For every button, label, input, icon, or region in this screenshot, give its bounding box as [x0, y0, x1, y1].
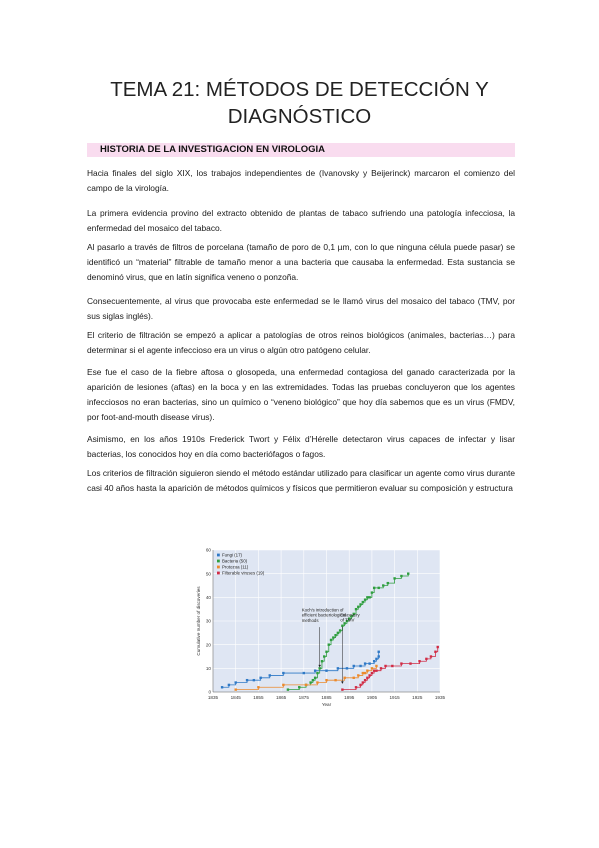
legend-swatch-protozoa	[217, 566, 220, 569]
bacteria-point	[316, 672, 318, 674]
protozoa-point	[316, 681, 318, 683]
paragraph-8: Los criterios de filtración siguieron siendo el método estándar utilizado para clasificar un agente como virus durante casi 40 años hasta la aparición de métodos químicos y físicos que permitieron evaluar su composición y estructura	[87, 468, 515, 493]
fungi-point	[337, 667, 339, 669]
fungi-point	[246, 679, 248, 681]
bacteria-point	[334, 634, 336, 636]
protozoa-point	[282, 684, 284, 686]
bacteria-point	[362, 601, 364, 603]
paragraph-1: Hacia finales del siglo XIX, los trabajos independientes de (Ivanovsky y Beijerinck) marcaron el comienzo del campo de la virología.	[87, 168, 515, 193]
bacteria-point	[387, 582, 389, 584]
x-axis-label: Year	[321, 702, 332, 707]
page-title	[40, 76, 559, 130]
bacteria-point	[309, 681, 311, 683]
y-tick-label: 50	[205, 571, 211, 577]
fungi-point	[325, 670, 327, 672]
protozoa-point	[325, 679, 327, 681]
x-tick-label: 1835	[207, 695, 219, 700]
x-tick-label: 1855	[253, 695, 264, 700]
protozoa-point	[343, 677, 345, 679]
y-axis-label: Cumulative number of discoveries	[196, 586, 201, 656]
y-tick-label: 30	[205, 618, 211, 624]
fungi-point	[259, 677, 261, 679]
viruses-point	[437, 646, 439, 648]
legend-label-protozoa: Protozoa (11)	[222, 564, 249, 570]
protozoa-point	[362, 672, 364, 674]
bacteria-point	[407, 572, 409, 574]
protozoa-point	[375, 665, 377, 667]
section-heading-bar	[87, 143, 515, 157]
viruses-point	[434, 651, 436, 653]
viruses-point	[366, 677, 368, 679]
x-tick-label: 1915	[389, 695, 400, 700]
viruses-point	[400, 662, 402, 664]
fungi-point	[359, 665, 361, 667]
bacteria-point	[318, 667, 320, 669]
legend-swatch-viruses	[217, 572, 220, 575]
y-tick-label: 10	[205, 665, 211, 671]
viruses-point	[375, 670, 377, 672]
y-tick-label: 0	[208, 689, 211, 695]
discoveries-chart	[195, 544, 455, 714]
fungi-point	[346, 667, 348, 669]
fungi-point	[375, 658, 377, 660]
bacteria-point	[364, 599, 366, 601]
paragraph-3: Al pasarlo a través de filtros de porcelana (tamaño de poro de 0,1 µm, con lo que ninguna célula puede pasar) se identificó un “material” filtrable de tamaño menor a una bacteria que causaba la enfermedad. Esta sustancia se denominó virus, que en latín significa veneno o ponzoña.	[87, 242, 515, 282]
viruses-point	[359, 684, 361, 686]
paragraph-5: El criterio de filtración se empezó a aplicar a patologías de otros reinos biológicos (animales, bacterias…) para determinar si el agente infeccioso era un virus o algún otro patógeno celular.	[87, 330, 515, 355]
discoveries-chart-svg	[195, 544, 455, 714]
fungi-point	[353, 665, 355, 667]
protozoa-point	[334, 679, 336, 681]
bacteria-point	[339, 629, 341, 631]
bacteria-point	[323, 655, 325, 657]
fungi-point	[368, 662, 370, 664]
x-tick-label: 1885	[321, 695, 332, 700]
y-tick-label: 20	[205, 642, 211, 648]
protozoa-point	[371, 667, 373, 669]
annotation-text: efficient bacteriological	[301, 612, 347, 618]
legend-swatch-fungi	[217, 554, 220, 557]
fungi-point	[282, 672, 284, 674]
bacteria-point	[382, 584, 384, 586]
viruses-point	[341, 688, 343, 690]
legend-label-bacteria: Bacteria (50)	[222, 558, 248, 564]
annotation-text: of TMV	[340, 617, 355, 623]
bacteria-point	[373, 587, 375, 589]
protozoa-point	[235, 688, 237, 690]
bacteria-point	[357, 606, 359, 608]
paragraph-4: Consecuentemente, al virus que provocaba este enfermedad se le llamó virus del mosaico del tabaco (TMV, por sus siglas inglés).	[87, 296, 515, 321]
protozoa-point	[366, 670, 368, 672]
bacteria-point	[325, 651, 327, 653]
x-tick-label: 1905	[366, 695, 378, 700]
x-tick-label: 1875	[298, 695, 309, 700]
legend-label-viruses: Filterable viruses (19)	[222, 570, 265, 576]
viruses-point	[418, 660, 420, 662]
viruses-point	[425, 658, 427, 660]
protozoa-point	[357, 674, 359, 676]
viruses-point	[380, 667, 382, 669]
viruses-point	[391, 665, 393, 667]
bacteria-point	[343, 622, 345, 624]
bacteria-point	[341, 625, 343, 627]
protozoa-point	[364, 672, 366, 674]
bacteria-point	[332, 636, 334, 638]
page-title-line-2: DIAGNÓSTICO	[227, 105, 372, 128]
viruses-point	[364, 679, 366, 681]
fungi-point	[269, 674, 271, 676]
bacteria-point	[359, 603, 361, 605]
legend-label-fungi: Fungi (17)	[222, 552, 243, 558]
paragraph-6: Ese fue el caso de la fiebre aftosa o glosopeda, una enfermedad contagiosa del ganado caracterizada por la aparición de lesiones (aftas) en la boca y en las extremidades. Todas las pruebas concluyeron que los agentes infecciosos no eran bacterias, sino un químico o “veneno biológico” que hoy día sabemos que es un virus (FMDV, por foot-and-mouth disease virus).	[87, 367, 515, 422]
viruses-point	[384, 665, 386, 667]
paragraph-2: La primera evidencia provino del extracto obtenido de plantas de tabaco sufriendo una patología infecciosa, la enfermedad del mosaico del tabaco.	[87, 208, 515, 233]
protozoa-point	[305, 684, 307, 686]
fungi-point	[378, 655, 380, 657]
protozoa-point	[353, 677, 355, 679]
annotation-text: Koch's introduction of	[301, 607, 344, 613]
section-heading: HISTORIA DE LA INVESTIGACION EN VIROLOGIA	[100, 144, 326, 155]
x-tick-label: 1865	[275, 695, 287, 700]
fungi-point	[228, 684, 230, 686]
viruses-point	[409, 662, 411, 664]
bacteria-point	[328, 643, 330, 645]
viruses-point	[430, 655, 432, 657]
viruses-point	[362, 681, 364, 683]
bacteria-point	[368, 596, 370, 598]
fungi-point	[378, 651, 380, 653]
annotation-text: Discovery	[340, 612, 360, 618]
paragraph-7: Asimismo, en los años 1910s Frederick Twort y Félix d’Hérelle detectaron virus capaces de infectar y lisar bacterias, los conocidos hoy en día como bacteriófagos o fagos.	[87, 434, 515, 459]
viruses-point	[373, 670, 375, 672]
fungi-point	[364, 662, 366, 664]
x-tick-label: 1845	[230, 695, 241, 700]
fungi-point	[253, 679, 255, 681]
bacteria-point	[400, 575, 402, 577]
annotation-text: methods	[301, 617, 319, 623]
fungi-point	[314, 670, 316, 672]
viruses-point	[355, 686, 357, 688]
bacteria-point	[298, 686, 300, 688]
page-title-line-1: TEMA 21: MÉTODOS DE DETECCIÓN Y	[110, 78, 489, 101]
bacteria-point	[321, 660, 323, 662]
protozoa-point	[257, 686, 259, 688]
bacteria-point	[312, 679, 314, 681]
x-tick-label: 1895	[344, 695, 355, 700]
fungi-point	[235, 681, 237, 683]
bacteria-point	[366, 596, 368, 598]
bacteria-point	[393, 577, 395, 579]
x-tick-label: 1935	[434, 695, 446, 700]
viruses-point	[368, 674, 370, 676]
y-tick-label: 60	[205, 547, 211, 553]
bacteria-point	[378, 587, 380, 589]
fungi-point	[373, 660, 375, 662]
viruses-point	[371, 672, 373, 674]
y-tick-label: 40	[205, 594, 211, 600]
bacteria-point	[287, 688, 289, 690]
bacteria-point	[355, 608, 357, 610]
bacteria-point	[330, 639, 332, 641]
bacteria-point	[314, 677, 316, 679]
bacteria-point	[337, 632, 339, 634]
legend-swatch-bacteria	[217, 560, 220, 563]
bacteria-point	[371, 591, 373, 593]
x-tick-label: 1925	[412, 695, 423, 700]
fungi-point	[303, 672, 305, 674]
fungi-point	[221, 686, 223, 688]
